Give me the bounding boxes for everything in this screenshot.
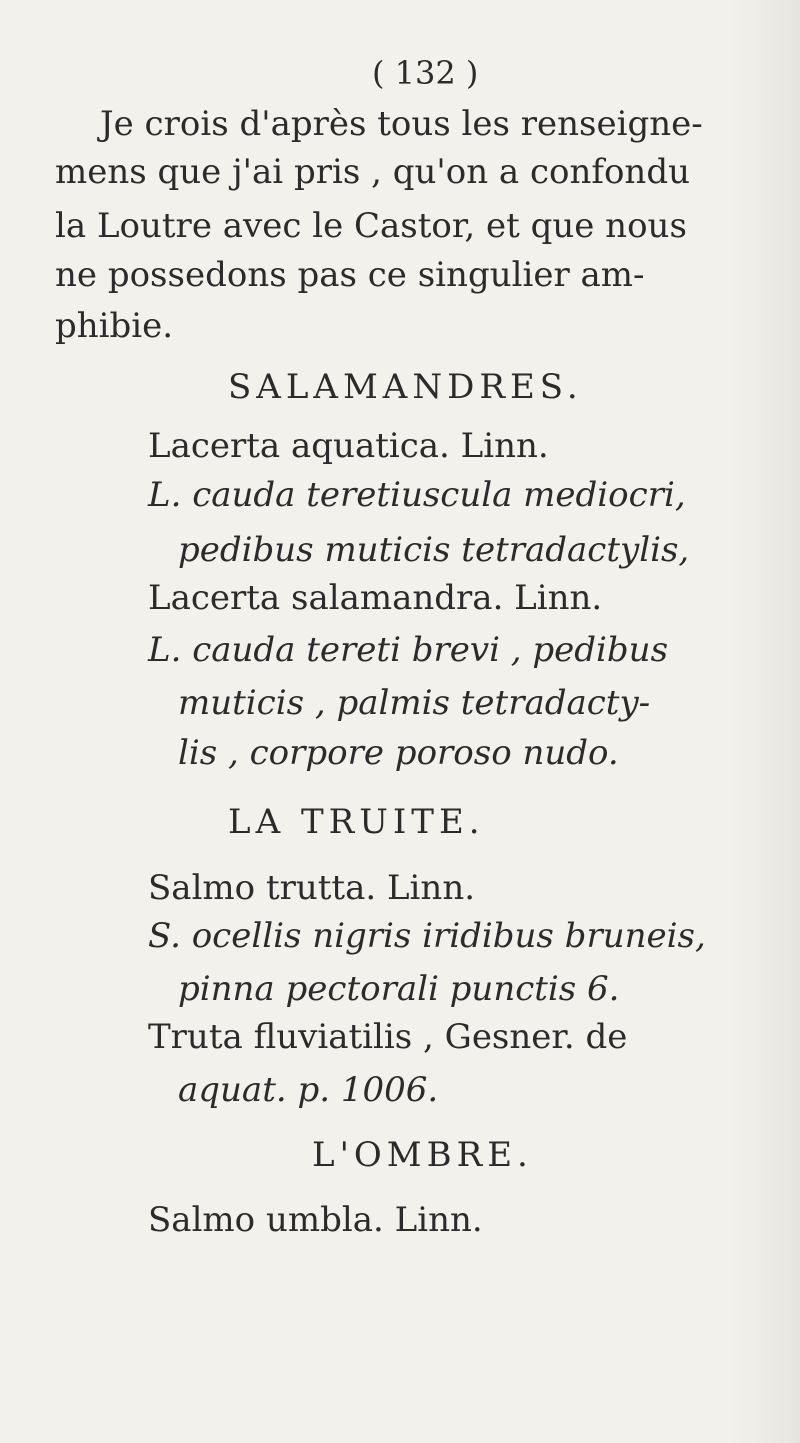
salamandres-line-3: pedibus muticis tetradactylis, xyxy=(178,530,690,570)
salamandres-line-6: muticis , palmis tetradacty- xyxy=(178,683,651,723)
heading-lombre: L'OMBRE. xyxy=(312,1135,533,1175)
intro-line-5: phibie. xyxy=(55,306,174,346)
intro-line-1: Je crois d'après tous les renseigne- xyxy=(100,104,703,144)
page-number: ( 132 ) xyxy=(372,54,479,92)
truite-line-5: aquat. p. 1006. xyxy=(178,1070,439,1110)
truite-line-3: pinna pectorali punctis 6. xyxy=(178,969,620,1009)
salamandres-line-1: Lacerta aquatica. Linn. xyxy=(148,426,549,466)
heading-salamandres: SALAMANDRES. xyxy=(228,367,583,407)
intro-line-4: ne possedons pas ce singulier am- xyxy=(55,255,645,295)
salamandres-line-4: Lacerta salamandra. Linn. xyxy=(148,578,603,618)
intro-line-2: mens que j'ai pris , qu'on a confondu xyxy=(55,152,690,192)
ombre-line-1: Salmo umbla. Linn. xyxy=(148,1200,483,1240)
truite-line-2: S. ocellis nigris iridibus bruneis, xyxy=(148,916,706,956)
heading-la-truite: LA TRUITE. xyxy=(228,802,485,842)
truite-line-4: Truta fluviatilis , Gesner. de xyxy=(148,1017,628,1057)
salamandres-line-2: L. cauda teretiuscula mediocri, xyxy=(148,475,686,515)
intro-line-3: la Loutre avec le Castor, et que nous xyxy=(55,206,687,246)
truite-line-1: Salmo trutta. Linn. xyxy=(148,868,476,908)
salamandres-line-5: L. cauda tereti brevi , pedibus xyxy=(148,630,669,670)
salamandres-line-7: lis , corpore poroso nudo. xyxy=(178,733,619,773)
